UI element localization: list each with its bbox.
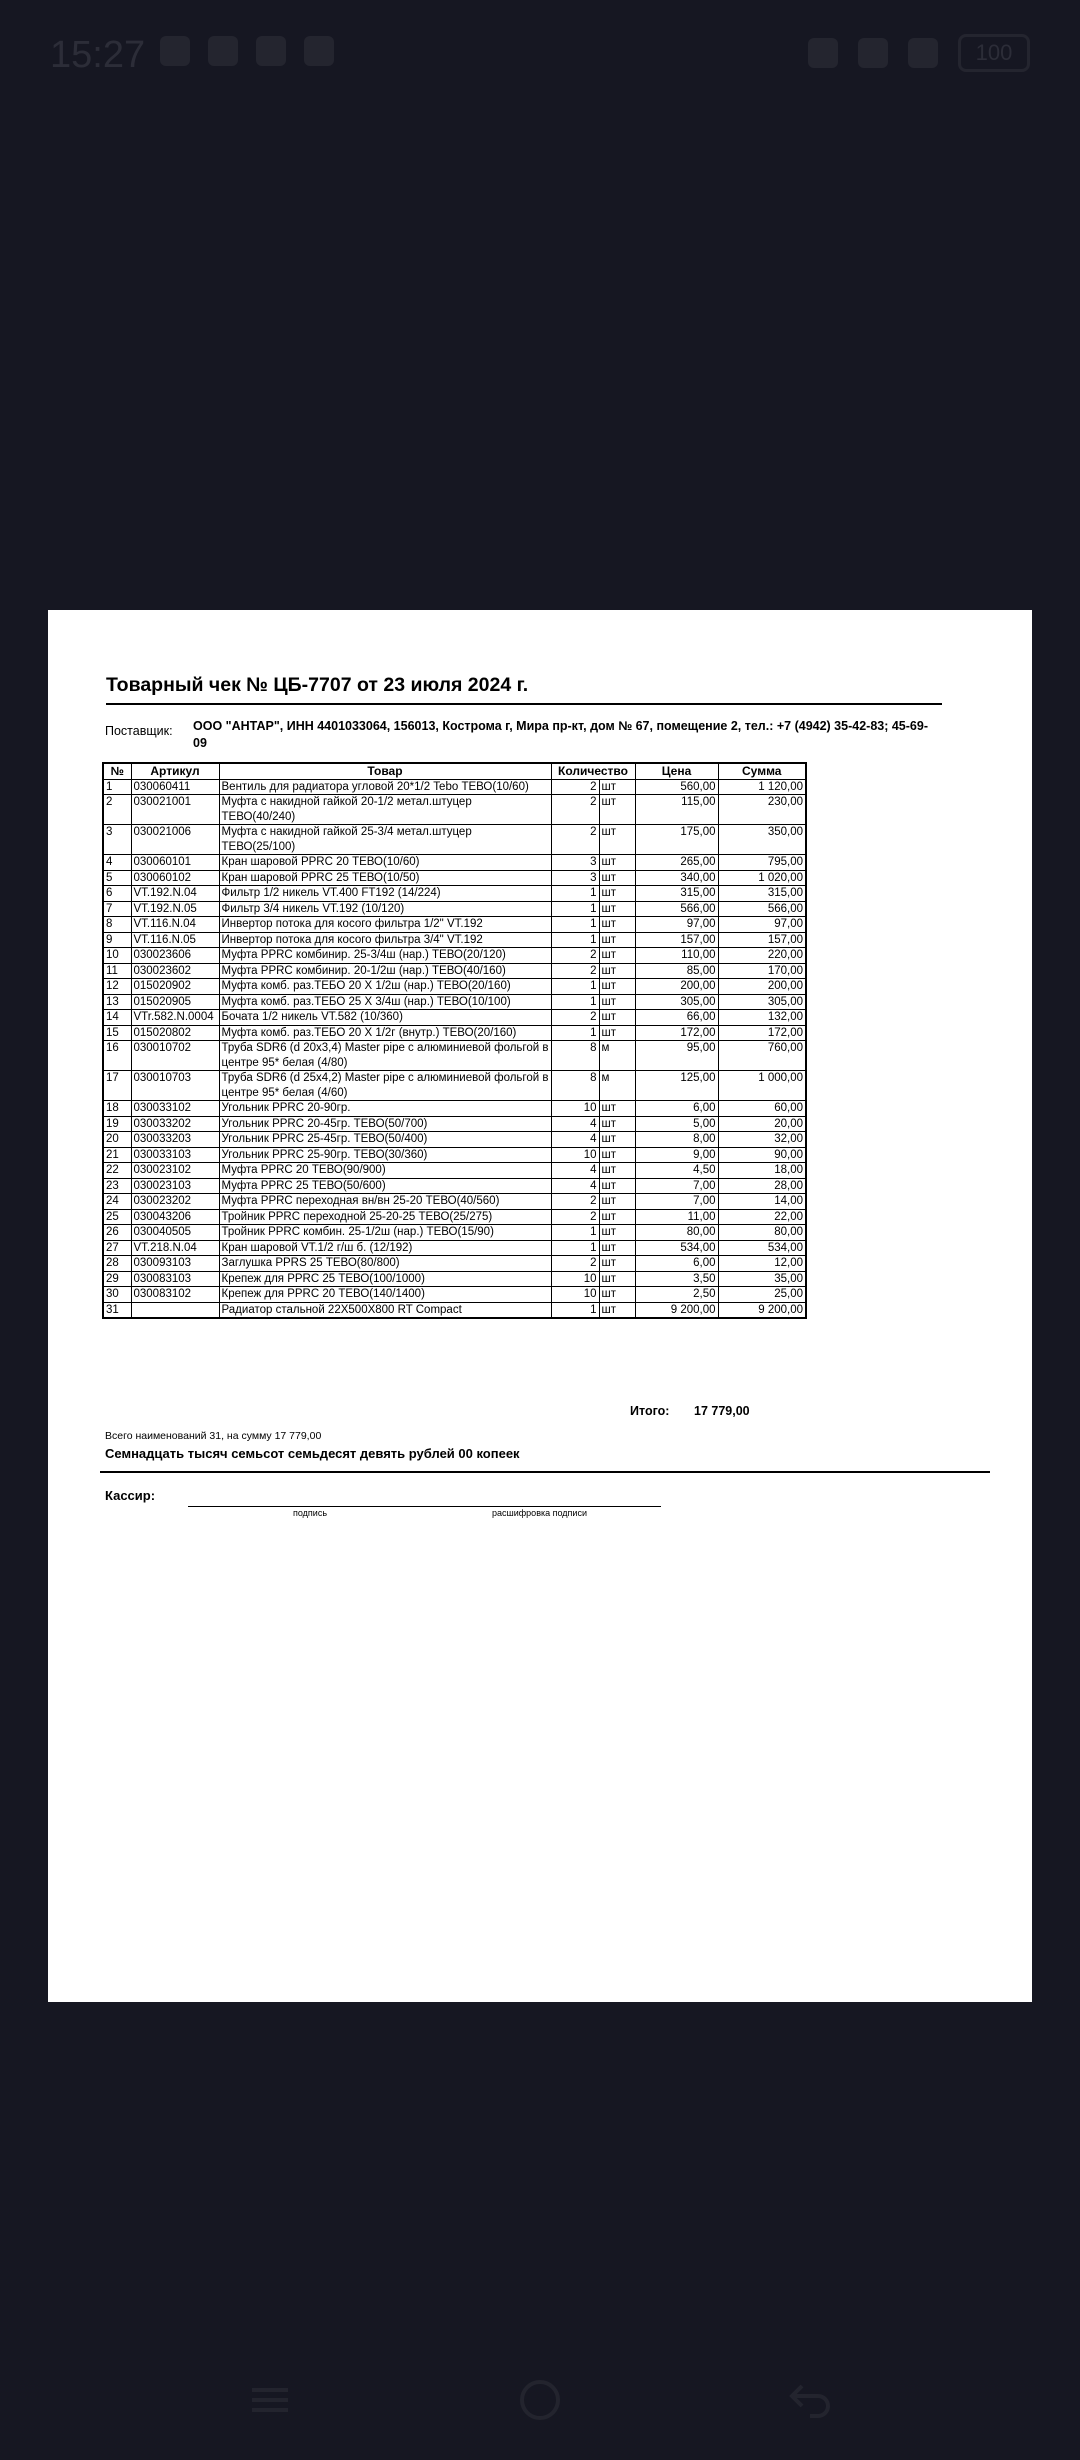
cell-article: 030010703 bbox=[131, 1071, 219, 1101]
total-value: 17 779,00 bbox=[694, 1404, 750, 1418]
signal-icon bbox=[908, 38, 938, 68]
cell-qty: 1 bbox=[551, 1025, 599, 1041]
cell-article: 030060411 bbox=[131, 779, 219, 795]
table-row bbox=[103, 994, 806, 1010]
table-row bbox=[103, 1163, 806, 1179]
cell-price: 265,00 bbox=[635, 855, 718, 871]
cell-name: Муфта комб. раз.ТЕБО 25 Х 3/4ш (нар.) ТЕВО(10/100) bbox=[219, 994, 551, 1010]
cell-price: 157,00 bbox=[635, 932, 718, 948]
table-row bbox=[103, 979, 806, 995]
cell-qty: 3 bbox=[551, 855, 599, 871]
cell-qty: 1 bbox=[551, 1302, 599, 1318]
cell-sum: 28,00 bbox=[718, 1178, 806, 1194]
cell-price: 9,00 bbox=[635, 1147, 718, 1163]
cell-unit: шт bbox=[599, 1256, 635, 1272]
cell-n: 8 bbox=[103, 917, 131, 933]
cell-name: Заглушка PPRS 25 ТЕВО(80/800) bbox=[219, 1256, 551, 1272]
cell-name: Муфта PPRC комбинир. 25-3/4ш (нар.) ТЕВО(20/120) bbox=[219, 948, 551, 964]
cell-qty: 8 bbox=[551, 1071, 599, 1101]
cell-qty: 2 bbox=[551, 1194, 599, 1210]
cell-n: 31 bbox=[103, 1302, 131, 1318]
cell-n: 17 bbox=[103, 1071, 131, 1101]
cell-n: 1 bbox=[103, 779, 131, 795]
cell-unit: шт bbox=[599, 1147, 635, 1163]
cell-article: 030040505 bbox=[131, 1225, 219, 1241]
cell-qty: 1 bbox=[551, 994, 599, 1010]
status-time: 15:27 bbox=[50, 34, 146, 76]
table-row bbox=[103, 795, 806, 825]
cell-n: 24 bbox=[103, 1194, 131, 1210]
cell-article: 015020905 bbox=[131, 994, 219, 1010]
cell-price: 175,00 bbox=[635, 825, 718, 855]
location-icon bbox=[256, 36, 286, 66]
cell-unit: шт bbox=[599, 901, 635, 917]
wifi-icon bbox=[858, 38, 888, 68]
cell-sum: 170,00 bbox=[718, 963, 806, 979]
cell-price: 11,00 bbox=[635, 1209, 718, 1225]
cell-article: 015020902 bbox=[131, 979, 219, 995]
cell-sum: 97,00 bbox=[718, 917, 806, 933]
table-row bbox=[103, 1302, 806, 1318]
cell-price: 7,00 bbox=[635, 1178, 718, 1194]
col-header-quantity: Количество bbox=[551, 763, 635, 779]
table-header-row bbox=[103, 763, 806, 779]
back-icon[interactable] bbox=[780, 2370, 840, 2430]
cell-unit: шт bbox=[599, 1116, 635, 1132]
alarm-icon bbox=[808, 38, 838, 68]
table-row bbox=[103, 1041, 806, 1071]
cell-unit: шт bbox=[599, 932, 635, 948]
cell-sum: 1 020,00 bbox=[718, 870, 806, 886]
cell-qty: 1 bbox=[551, 1225, 599, 1241]
cell-price: 97,00 bbox=[635, 917, 718, 933]
cell-unit: шт bbox=[599, 1225, 635, 1241]
cell-n: 3 bbox=[103, 825, 131, 855]
cell-n: 4 bbox=[103, 855, 131, 871]
cell-qty: 4 bbox=[551, 1163, 599, 1179]
receipt-title: Товарный чек № ЦБ-7707 от 23 июля 2024 г. bbox=[106, 674, 942, 705]
cell-name: Труба SDR6 (d 25x4,2) Master pipe с алюминиевой фольгой в центре 95* белая (4/60) bbox=[219, 1071, 551, 1101]
cell-price: 3,50 bbox=[635, 1271, 718, 1287]
cell-article: 030033102 bbox=[131, 1101, 219, 1117]
cell-unit: шт bbox=[599, 948, 635, 964]
cell-qty: 2 bbox=[551, 948, 599, 964]
table-row bbox=[103, 1271, 806, 1287]
table-row bbox=[103, 1132, 806, 1148]
cell-n: 14 bbox=[103, 1010, 131, 1026]
cell-price: 9 200,00 bbox=[635, 1302, 718, 1318]
cell-sum: 14,00 bbox=[718, 1194, 806, 1210]
cell-unit: шт bbox=[599, 1287, 635, 1303]
cell-name: Бочата 1/2 никель VT.582 (10/360) bbox=[219, 1010, 551, 1026]
cell-unit: шт bbox=[599, 917, 635, 933]
cell-qty: 10 bbox=[551, 1101, 599, 1117]
table-row bbox=[103, 1116, 806, 1132]
cell-sum: 35,00 bbox=[718, 1271, 806, 1287]
cell-name: Угольник PPRC 20-45гр. ТЕВО(50/700) bbox=[219, 1116, 551, 1132]
signature-caption: подпись bbox=[292, 1508, 328, 1518]
cell-n: 29 bbox=[103, 1271, 131, 1287]
cell-n: 25 bbox=[103, 1209, 131, 1225]
cell-sum: 200,00 bbox=[718, 979, 806, 995]
cell-qty: 1 bbox=[551, 886, 599, 902]
cell-price: 95,00 bbox=[635, 1041, 718, 1071]
cell-name: Радиатор стальной 22X500X800 RT Compact bbox=[219, 1302, 551, 1318]
table-body bbox=[103, 779, 806, 1318]
cell-n: 16 bbox=[103, 1041, 131, 1071]
cell-article: 030093103 bbox=[131, 1256, 219, 1272]
cell-qty: 4 bbox=[551, 1178, 599, 1194]
cell-unit: шт bbox=[599, 1271, 635, 1287]
cell-n: 5 bbox=[103, 870, 131, 886]
items-count-line: Всего наименований 31, на сумму 17 779,00 bbox=[105, 1430, 322, 1442]
table-row bbox=[103, 948, 806, 964]
cell-name: Муфта комб. раз.ТЕБО 20 Х 1/2г (внутр.) ТЕВО(20/160) bbox=[219, 1025, 551, 1041]
cell-unit: шт bbox=[599, 1194, 635, 1210]
items-table bbox=[102, 762, 807, 1319]
table-row bbox=[103, 855, 806, 871]
cell-sum: 9 200,00 bbox=[718, 1302, 806, 1318]
col-header-article: Артикул bbox=[131, 763, 219, 779]
cell-price: 6,00 bbox=[635, 1101, 718, 1117]
cell-sum: 18,00 bbox=[718, 1163, 806, 1179]
cell-price: 125,00 bbox=[635, 1071, 718, 1101]
cell-unit: м bbox=[599, 1041, 635, 1071]
cell-price: 115,00 bbox=[635, 795, 718, 825]
cell-price: 560,00 bbox=[635, 779, 718, 795]
cell-price: 8,00 bbox=[635, 1132, 718, 1148]
home-icon[interactable] bbox=[510, 2370, 570, 2430]
cell-sum: 20,00 bbox=[718, 1116, 806, 1132]
cell-qty: 8 bbox=[551, 1041, 599, 1071]
cell-unit: шт bbox=[599, 1240, 635, 1256]
cell-price: 110,00 bbox=[635, 948, 718, 964]
cell-sum: 132,00 bbox=[718, 1010, 806, 1026]
cell-qty: 1 bbox=[551, 917, 599, 933]
cell-qty: 10 bbox=[551, 1271, 599, 1287]
cell-price: 4,50 bbox=[635, 1163, 718, 1179]
cell-n: 13 bbox=[103, 994, 131, 1010]
col-header-product: Товар bbox=[219, 763, 551, 779]
cell-article bbox=[131, 1302, 219, 1318]
table-row bbox=[103, 779, 806, 795]
cell-sum: 80,00 bbox=[718, 1225, 806, 1241]
cell-article: 030023202 bbox=[131, 1194, 219, 1210]
document-page[interactable] bbox=[48, 610, 1032, 2002]
cell-qty: 4 bbox=[551, 1132, 599, 1148]
cell-n: 20 bbox=[103, 1132, 131, 1148]
cell-qty: 1 bbox=[551, 932, 599, 948]
signature-decoding-caption: расшифровка подписи bbox=[492, 1508, 587, 1518]
notification-icons bbox=[160, 36, 334, 66]
cell-article: 030033103 bbox=[131, 1147, 219, 1163]
cell-n: 26 bbox=[103, 1225, 131, 1241]
cell-n: 30 bbox=[103, 1287, 131, 1303]
cell-article: VTr.582.N.0004 bbox=[131, 1010, 219, 1026]
cell-qty: 2 bbox=[551, 795, 599, 825]
cell-n: 19 bbox=[103, 1116, 131, 1132]
menu-icon[interactable] bbox=[240, 2370, 300, 2430]
cell-sum: 157,00 bbox=[718, 932, 806, 948]
cell-sum: 230,00 bbox=[718, 795, 806, 825]
cell-name: Угольник PPRC 25-45гр. ТЕВО(50/400) bbox=[219, 1132, 551, 1148]
cell-name: Фильтр 3/4 никель VT.192 (10/120) bbox=[219, 901, 551, 917]
cell-price: 200,00 bbox=[635, 979, 718, 995]
cell-n: 28 bbox=[103, 1256, 131, 1272]
cell-name: Крепеж для PPRC 20 ТЕВО(140/1400) bbox=[219, 1287, 551, 1303]
cell-sum: 220,00 bbox=[718, 948, 806, 964]
status-bar bbox=[0, 0, 1080, 110]
cell-sum: 315,00 bbox=[718, 886, 806, 902]
cell-n: 7 bbox=[103, 901, 131, 917]
cell-n: 21 bbox=[103, 1147, 131, 1163]
cell-article: VT.218.N.04 bbox=[131, 1240, 219, 1256]
table-row bbox=[103, 1071, 806, 1101]
cell-unit: шт bbox=[599, 1178, 635, 1194]
cell-sum: 1 120,00 bbox=[718, 779, 806, 795]
cell-unit: шт bbox=[599, 1302, 635, 1318]
col-header-price: Цена bbox=[635, 763, 718, 779]
cell-unit: шт bbox=[599, 825, 635, 855]
cell-sum: 1 000,00 bbox=[718, 1071, 806, 1101]
cell-name: Муфта PPRC 20 ТЕВО(90/900) bbox=[219, 1163, 551, 1179]
cell-article: 030083102 bbox=[131, 1287, 219, 1303]
cell-price: 7,00 bbox=[635, 1194, 718, 1210]
battery-icon: 100 bbox=[958, 34, 1030, 72]
cell-price: 66,00 bbox=[635, 1010, 718, 1026]
total-label: Итого: bbox=[630, 1404, 670, 1418]
cell-unit: шт bbox=[599, 1101, 635, 1117]
cell-name: Угольник PPRC 25-90гр. ТЕВО(30/360) bbox=[219, 1147, 551, 1163]
cell-name: Муфта с накидной гайкой 20-1/2 метал.штуцер ТЕВО(40/240) bbox=[219, 795, 551, 825]
cell-sum: 760,00 bbox=[718, 1041, 806, 1071]
cell-n: 27 bbox=[103, 1240, 131, 1256]
cell-name: Фильтр 1/2 никель VT.400 FT192 (14/224) bbox=[219, 886, 551, 902]
cell-n: 10 bbox=[103, 948, 131, 964]
navigation-bar bbox=[0, 2340, 1080, 2460]
cell-qty: 3 bbox=[551, 870, 599, 886]
cell-sum: 350,00 bbox=[718, 825, 806, 855]
cell-name: Муфта PPRC комбинир. 20-1/2ш (нар.) ТЕВО(40/160) bbox=[219, 963, 551, 979]
cell-name: Вентиль для радиатора угловой 20*1/2 Tebo ТЕВО(10/60) bbox=[219, 779, 551, 795]
table-row bbox=[103, 1256, 806, 1272]
cell-article: 030021006 bbox=[131, 825, 219, 855]
cell-name: Муфта с накидной гайкой 25-3/4 метал.штуцер ТЕВО(25/100) bbox=[219, 825, 551, 855]
cell-n: 15 bbox=[103, 1025, 131, 1041]
cell-name: Муфта PPRC переходная вн/вн 25-20 ТЕВО(40/560) bbox=[219, 1194, 551, 1210]
cell-name: Инвертор потока для косого фильтра 3/4" VT.192 bbox=[219, 932, 551, 948]
cell-unit: шт bbox=[599, 870, 635, 886]
cell-qty: 10 bbox=[551, 1287, 599, 1303]
cell-unit: шт bbox=[599, 994, 635, 1010]
cell-name: Муфта PPRC 25 ТЕВО(50/600) bbox=[219, 1178, 551, 1194]
cell-sum: 305,00 bbox=[718, 994, 806, 1010]
cell-name: Муфта комб. раз.ТЕБО 20 Х 1/2ш (нар.) ТЕВО(20/160) bbox=[219, 979, 551, 995]
col-header-number: № bbox=[103, 763, 131, 779]
cell-article: VT.116.N.05 bbox=[131, 932, 219, 948]
cell-n: 22 bbox=[103, 1163, 131, 1179]
table-row bbox=[103, 825, 806, 855]
cell-article: 030023602 bbox=[131, 963, 219, 979]
supplier-details: ООО "АНТАР", ИНН 4401033064, 156013, Кострома г, Мира пр-кт, дом № 67, помещение 2, тел.: +7 (4942) 35-42-83; 45-69-09 bbox=[193, 719, 928, 750]
cell-name: Инвертор потока для косого фильтра 1/2" VT.192 bbox=[219, 917, 551, 933]
cell-qty: 2 bbox=[551, 1209, 599, 1225]
table-row bbox=[103, 1209, 806, 1225]
cell-unit: шт bbox=[599, 1209, 635, 1225]
cell-qty: 2 bbox=[551, 1256, 599, 1272]
table-row bbox=[103, 1025, 806, 1041]
cell-price: 340,00 bbox=[635, 870, 718, 886]
cell-qty: 1 bbox=[551, 901, 599, 917]
cell-article: 030043206 bbox=[131, 1209, 219, 1225]
divider bbox=[100, 1471, 990, 1473]
cell-n: 23 bbox=[103, 1178, 131, 1194]
cell-unit: шт bbox=[599, 1010, 635, 1026]
cell-n: 2 bbox=[103, 795, 131, 825]
cell-article: VT.192.N.05 bbox=[131, 901, 219, 917]
supplier-label: Поставщик: bbox=[105, 724, 173, 738]
cell-article: 030023103 bbox=[131, 1178, 219, 1194]
cell-name: Кран шаровой PPRC 20 ТЕВО(10/60) bbox=[219, 855, 551, 871]
cell-unit: шт bbox=[599, 963, 635, 979]
cell-price: 315,00 bbox=[635, 886, 718, 902]
cell-unit: шт bbox=[599, 979, 635, 995]
table-row bbox=[103, 901, 806, 917]
cell-article: 030060102 bbox=[131, 870, 219, 886]
cell-article: 030033202 bbox=[131, 1116, 219, 1132]
cell-article: 030023102 bbox=[131, 1163, 219, 1179]
cell-sum: 172,00 bbox=[718, 1025, 806, 1041]
cell-n: 12 bbox=[103, 979, 131, 995]
cell-qty: 10 bbox=[551, 1147, 599, 1163]
table-row bbox=[103, 917, 806, 933]
cell-unit: м bbox=[599, 1071, 635, 1101]
cell-sum: 32,00 bbox=[718, 1132, 806, 1148]
settings-icon bbox=[160, 36, 190, 66]
table-row bbox=[103, 1240, 806, 1256]
cell-unit: шт bbox=[599, 1132, 635, 1148]
cell-sum: 25,00 bbox=[718, 1287, 806, 1303]
cell-sum: 90,00 bbox=[718, 1147, 806, 1163]
cell-price: 85,00 bbox=[635, 963, 718, 979]
cell-sum: 534,00 bbox=[718, 1240, 806, 1256]
cell-price: 566,00 bbox=[635, 901, 718, 917]
cell-sum: 22,00 bbox=[718, 1209, 806, 1225]
cell-name: Угольник PPRC 20-90гр. bbox=[219, 1101, 551, 1117]
cell-qty: 1 bbox=[551, 1240, 599, 1256]
gallery-icon bbox=[208, 36, 238, 66]
table-row bbox=[103, 1225, 806, 1241]
cell-name: Крепеж для PPRC 25 ТЕВО(100/1000) bbox=[219, 1271, 551, 1287]
cell-qty: 4 bbox=[551, 1116, 599, 1132]
system-icons bbox=[808, 34, 1030, 72]
table-row bbox=[103, 1178, 806, 1194]
cell-price: 305,00 bbox=[635, 994, 718, 1010]
cell-article: 030021001 bbox=[131, 795, 219, 825]
cell-qty: 1 bbox=[551, 979, 599, 995]
cell-qty: 2 bbox=[551, 1010, 599, 1026]
cell-name: Кран шаровой PPRC 25 ТЕВО(10/50) bbox=[219, 870, 551, 886]
amount-in-words: Семнадцать тысяч семьсот семьдесят девять рублей 00 копеек bbox=[105, 1446, 520, 1461]
cell-name: Тройник PPRC переходной 25-20-25 ТЕВО(25/275) bbox=[219, 1209, 551, 1225]
cell-name: Кран шаровой VT.1/2 г/ш б. (12/192) bbox=[219, 1240, 551, 1256]
cell-unit: шт bbox=[599, 1163, 635, 1179]
table-row bbox=[103, 870, 806, 886]
table-row bbox=[103, 963, 806, 979]
table-row bbox=[103, 1194, 806, 1210]
cell-article: 015020802 bbox=[131, 1025, 219, 1041]
cell-article: 030010702 bbox=[131, 1041, 219, 1071]
cell-article: 030083103 bbox=[131, 1271, 219, 1287]
cell-article: 030033203 bbox=[131, 1132, 219, 1148]
table-row bbox=[103, 886, 806, 902]
cell-qty: 2 bbox=[551, 825, 599, 855]
cell-sum: 795,00 bbox=[718, 855, 806, 871]
cell-name: Труба SDR6 (d 20x3,4) Master pipe с алюминиевой фольгой в центре 95* белая (4/80) bbox=[219, 1041, 551, 1071]
cell-unit: шт bbox=[599, 1025, 635, 1041]
cell-article: VT.116.N.04 bbox=[131, 917, 219, 933]
cell-price: 5,00 bbox=[635, 1116, 718, 1132]
col-header-sum: Сумма bbox=[718, 763, 806, 779]
cell-sum: 12,00 bbox=[718, 1256, 806, 1272]
table-row bbox=[103, 1101, 806, 1117]
cell-price: 172,00 bbox=[635, 1025, 718, 1041]
cell-sum: 60,00 bbox=[718, 1101, 806, 1117]
cell-article: VT.192.N.04 bbox=[131, 886, 219, 902]
table-row bbox=[103, 932, 806, 948]
cell-qty: 2 bbox=[551, 963, 599, 979]
cell-unit: шт bbox=[599, 886, 635, 902]
cell-unit: шт bbox=[599, 779, 635, 795]
cell-qty: 2 bbox=[551, 779, 599, 795]
cell-sum: 566,00 bbox=[718, 901, 806, 917]
signature-line bbox=[188, 1506, 432, 1507]
cell-n: 9 bbox=[103, 932, 131, 948]
cashier-label: Кассир: bbox=[105, 1488, 156, 1503]
cell-price: 80,00 bbox=[635, 1225, 718, 1241]
cell-price: 2,50 bbox=[635, 1287, 718, 1303]
cell-article: 030060101 bbox=[131, 855, 219, 871]
cell-n: 18 bbox=[103, 1101, 131, 1117]
cell-article: 030023606 bbox=[131, 948, 219, 964]
cell-n: 11 bbox=[103, 963, 131, 979]
cell-unit: шт bbox=[599, 855, 635, 871]
cell-price: 6,00 bbox=[635, 1256, 718, 1272]
cell-name: Тройник PPRC комбин. 25-1/2ш (нар.) ТЕВО(15/90) bbox=[219, 1225, 551, 1241]
messenger-icon bbox=[304, 36, 334, 66]
signature-decoding-line bbox=[418, 1506, 661, 1507]
cell-unit: шт bbox=[599, 795, 635, 825]
cell-n: 6 bbox=[103, 886, 131, 902]
table-row bbox=[103, 1147, 806, 1163]
table-row bbox=[103, 1010, 806, 1026]
cell-price: 534,00 bbox=[635, 1240, 718, 1256]
table-row bbox=[103, 1287, 806, 1303]
